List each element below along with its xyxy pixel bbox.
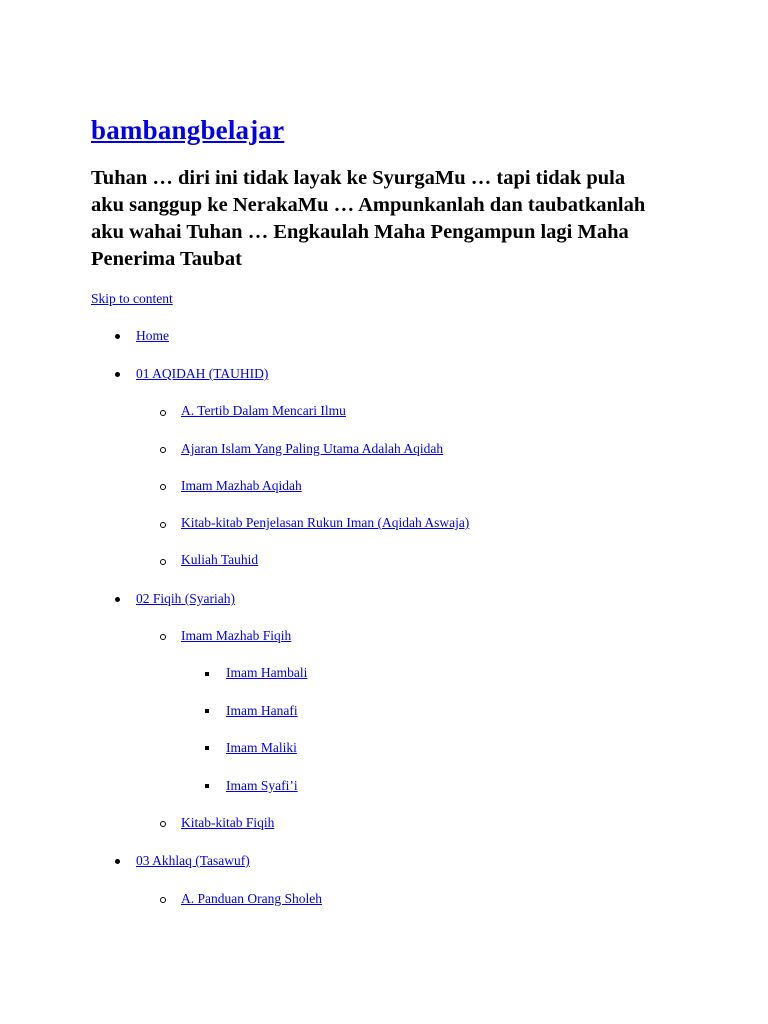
nav-link-imam-hambali[interactable]: Imam Hambali	[226, 665, 308, 680]
nav-link-panduan-orang-sholeh[interactable]: A. Panduan Orang Sholeh	[181, 891, 322, 906]
nav-link-aqidah[interactable]: 01 AQIDAH (TAUHID)	[136, 366, 269, 381]
circle-bullet-icon	[160, 484, 166, 490]
square-bullet-icon	[205, 709, 209, 713]
nav-link-imam-mazhab-fiqih[interactable]: Imam Mazhab Fiqih	[181, 628, 292, 643]
circle-bullet-icon	[160, 447, 166, 453]
square-bullet-icon	[205, 784, 209, 788]
site-description: Tuhan … diri ini tidak layak ke SyurgaMu … tapi tidak pula aku sanggup ke NerakaMu … Ampunkanlah dan taubatkanlah aku wahai Tuhan … Engkaulah Maha Pengampun lagi Maha Penerima Taubat	[91, 167, 646, 270]
site-title-link[interactable]: bambangbelajar	[91, 115, 285, 145]
nav-link-akhlaq[interactable]: 03 Akhlaq (Tasawuf)	[136, 853, 250, 868]
nav-link-imam-syafii[interactable]: Imam Syafi’i	[226, 778, 298, 793]
square-bullet-icon	[205, 746, 209, 750]
disc-bullet-icon	[115, 597, 120, 602]
circle-bullet-icon	[160, 634, 166, 640]
disc-bullet-icon	[115, 372, 120, 377]
circle-bullet-icon	[160, 410, 166, 416]
circle-bullet-icon	[160, 821, 166, 827]
nav-link-home[interactable]: Home	[136, 328, 169, 343]
nav-link-ajaran-islam-utama[interactable]: Ajaran Islam Yang Paling Utama Adalah Aqidah	[181, 441, 444, 456]
circle-bullet-icon	[160, 522, 166, 528]
nav-link-imam-hanafi[interactable]: Imam Hanafi	[226, 703, 298, 718]
nav-link-kitab-fiqih[interactable]: Kitab-kitab Fiqih	[181, 815, 275, 830]
nav-link-kuliah-tauhid[interactable]: Kuliah Tauhid	[181, 552, 259, 567]
skip-to-content-link[interactable]: Skip to content	[91, 291, 173, 306]
nav-link-tertib-mencari-ilmu[interactable]: A. Tertib Dalam Mencari Ilmu	[181, 403, 346, 418]
nav-link-kitab-rukun-iman[interactable]: Kitab-kitab Penjelasan Rukun Iman (Aqidah Aswaja)	[181, 515, 470, 530]
square-bullet-icon	[205, 672, 209, 676]
disc-bullet-icon	[115, 859, 120, 864]
nav-link-imam-mazhab-aqidah[interactable]: Imam Mazhab Aqidah	[181, 478, 302, 493]
circle-bullet-icon	[160, 897, 166, 903]
nav-link-imam-maliki[interactable]: Imam Maliki	[226, 740, 297, 755]
nav-link-fiqih[interactable]: 02 Fiqih (Syariah)	[136, 591, 235, 606]
circle-bullet-icon	[160, 559, 166, 565]
disc-bullet-icon	[115, 334, 120, 339]
